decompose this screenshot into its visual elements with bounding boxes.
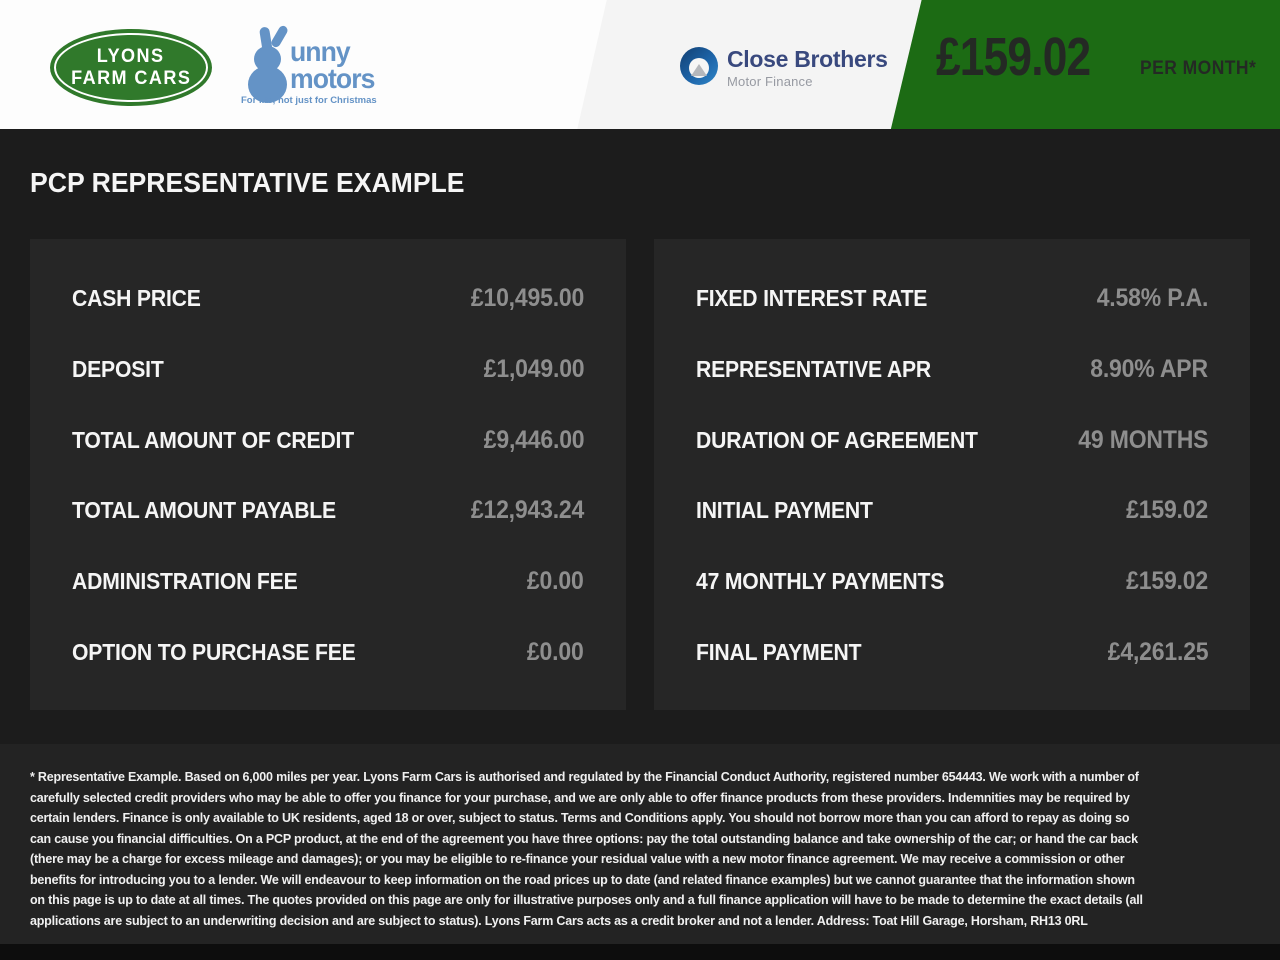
lyons-logo-line1: LYONS xyxy=(97,46,165,68)
row-label: INITIAL PAYMENT xyxy=(696,497,873,524)
finance-example-section xyxy=(0,129,1280,744)
close-brothers-name: Close Brothers xyxy=(727,46,888,72)
row-value: £12,943.24 xyxy=(470,496,584,525)
table-row xyxy=(696,546,1208,617)
lyons-farm-cars-logo xyxy=(50,29,212,106)
row-label: FINAL PAYMENT xyxy=(696,639,862,666)
row-value: £0.00 xyxy=(527,638,584,667)
disclaimer-section xyxy=(0,744,1280,944)
bunny-logo-word-top: unny xyxy=(290,36,350,67)
row-label: ADMINISTRATION FEE xyxy=(72,568,298,595)
bunny-motors-logo xyxy=(240,26,390,108)
disclaimer-text: * Representative Example. Based on 6,000 miles per year. Lyons Farm Cars is authorised and regulated by the Financial Conduct Authority, registered number 654443. We work with a number of carefully selected credit providers who may be able to offer you finance for your purchase, and we are only able to offer finance products from these providers. Indemnities may be required by certain lenders. Finance is only available to UK residents, aged 18 or over, subject to status. Terms and Conditions apply. You should not borrow more than you can afford to repay as doing so can cause you financial difficulties. On a PCP product, at the end of the agreement you have three options: pay the total outstanding balance and take ownership of the car; or hand the car back (there may be a charge for excess mileage and damages); or you may be eligible to re-finance your residual value with a new motor finance agreement. We may receive a commission or other benefits for introducing you to a lender. We will endeavour to keep information on the road prices up to date (and related finance examples) but we cannot guarantee that the information shown on this page is up to date at all times. The quotes provided on this page are only for illustrative purposes only and a full finance application will have to be made to determine the exact details (all applications are subject to an underwriting decision and are subject to status). Lyons Farm Cars acts as a credit broker and not a lender. Address: Toat Hill Garage, Horsham, RH13 0RL xyxy=(30,770,1143,928)
close-brothers-mountain-icon xyxy=(691,64,707,76)
table-row xyxy=(696,263,1208,334)
row-label: DURATION OF AGREEMENT xyxy=(696,426,978,453)
close-brothers-subtitle: Motor Finance xyxy=(727,74,813,90)
row-label: FIXED INTEREST RATE xyxy=(696,284,928,311)
table-row xyxy=(72,475,584,546)
monthly-price-period: PER MONTH* xyxy=(1140,58,1257,79)
row-value: £4,261.25 xyxy=(1107,638,1208,667)
finance-tables xyxy=(30,239,1250,710)
row-label: CASH PRICE xyxy=(72,284,201,311)
finance-table-right xyxy=(654,239,1250,710)
table-row xyxy=(72,405,584,476)
close-brothers-ring-icon xyxy=(680,47,718,85)
page-title: PCP REPRESENTATIVE EXAMPLE xyxy=(30,167,465,198)
row-value: 4.58% P.A. xyxy=(1096,283,1208,312)
table-row xyxy=(696,475,1208,546)
table-row xyxy=(72,617,584,688)
row-value: 8.90% APR xyxy=(1090,354,1208,383)
row-value: £0.00 xyxy=(527,567,584,596)
bunny-logo-tagline: For life, not just for Christmas xyxy=(241,95,377,106)
bunny-ear-icon xyxy=(270,24,289,48)
header-banner xyxy=(0,0,1280,129)
row-label: DEPOSIT xyxy=(72,355,164,382)
lyons-logo-line2: FARM CARS xyxy=(70,67,192,89)
row-value: £10,495.00 xyxy=(470,283,584,312)
row-label: REPRESENTATIVE APR xyxy=(696,355,931,382)
row-value: 49 MONTHS xyxy=(1078,425,1208,454)
row-value: £9,446.00 xyxy=(483,425,584,454)
table-row xyxy=(696,334,1208,405)
close-brothers-logo xyxy=(680,47,888,89)
bunny-logo-word-bottom: motors xyxy=(290,63,375,94)
row-value: £1,049.00 xyxy=(483,354,584,383)
row-label: OPTION TO PURCHASE FEE xyxy=(72,639,356,666)
row-value: £159.02 xyxy=(1126,567,1208,596)
row-value: £159.02 xyxy=(1126,496,1208,525)
monthly-price-amount: £159.02 xyxy=(936,27,1091,87)
table-row xyxy=(696,405,1208,476)
bottom-bar xyxy=(0,944,1280,960)
table-row xyxy=(72,263,584,334)
table-row xyxy=(72,546,584,617)
table-row xyxy=(72,334,584,405)
table-row xyxy=(696,617,1208,688)
row-label: TOTAL AMOUNT PAYABLE xyxy=(72,497,336,524)
finance-table-left xyxy=(30,239,626,710)
row-label: 47 MONTHLY PAYMENTS xyxy=(696,568,945,595)
row-label: TOTAL AMOUNT OF CREDIT xyxy=(72,426,354,453)
